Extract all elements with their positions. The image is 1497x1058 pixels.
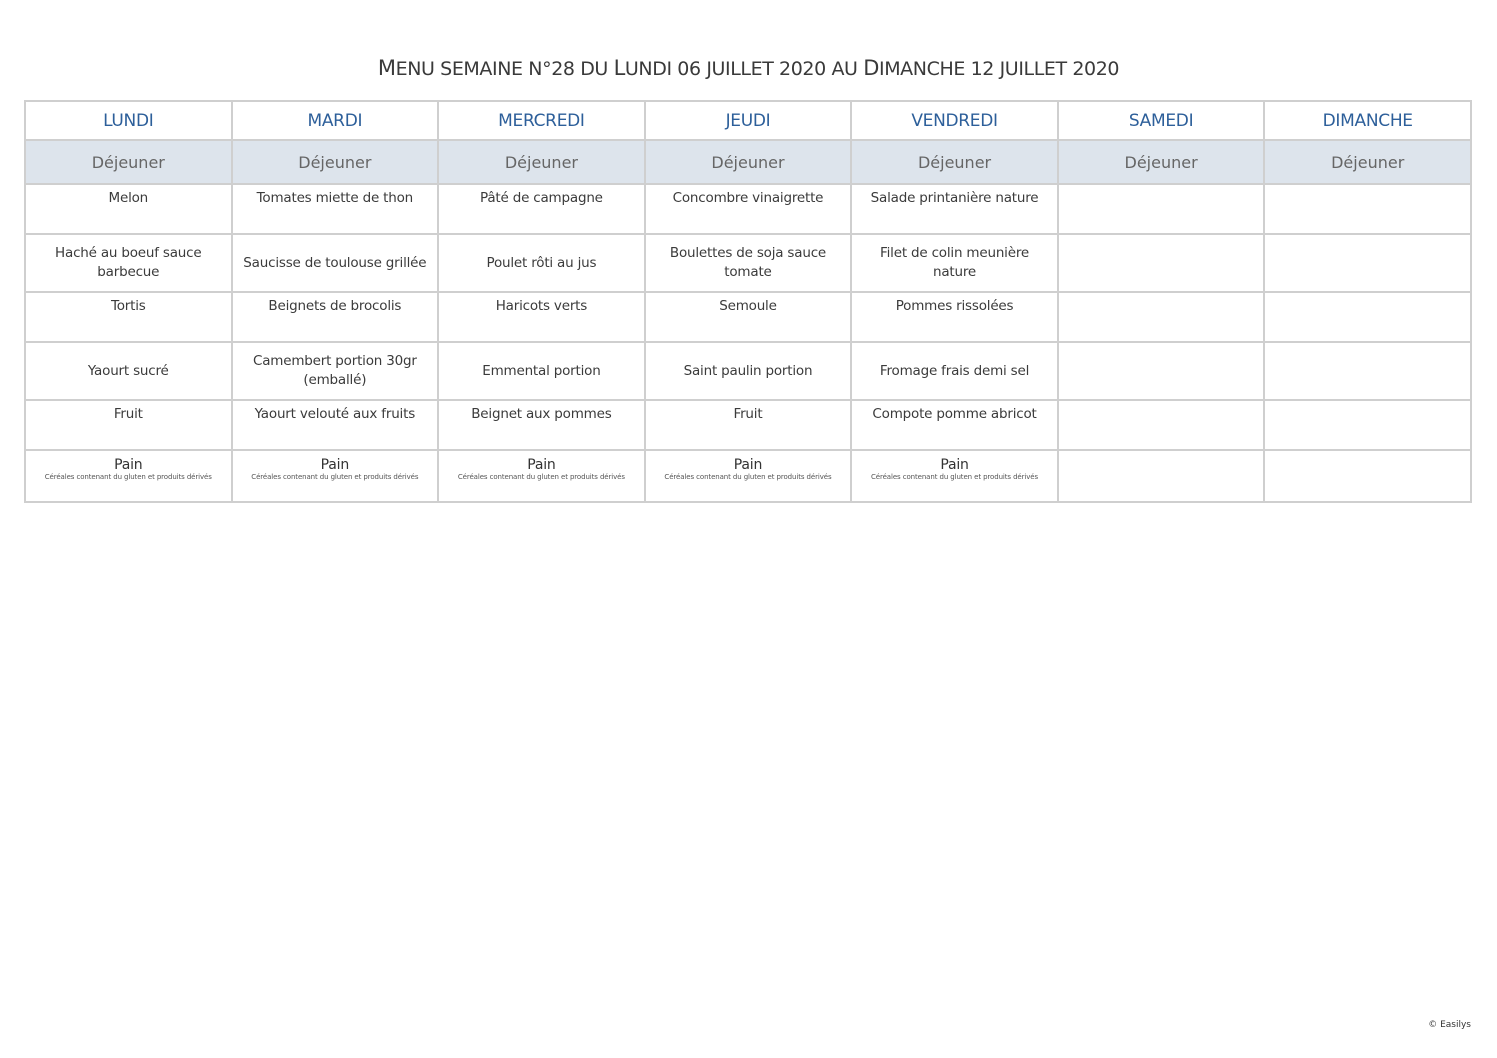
day-header-dimanche: DIMANCHE bbox=[1264, 101, 1471, 140]
bread-label: Pain bbox=[320, 457, 350, 473]
day-header-lundi: LUNDI bbox=[25, 101, 232, 140]
dish-cell: Saucisse de toulouse grillée bbox=[232, 234, 439, 292]
dessert-row bbox=[25, 400, 1471, 450]
dish-cell: Salade printanière nature bbox=[851, 184, 1058, 234]
bread-cell bbox=[232, 450, 439, 502]
dish-cell bbox=[1058, 342, 1265, 400]
dish-cell bbox=[1264, 292, 1471, 342]
dish-cell: Beignets de brocolis bbox=[232, 292, 439, 342]
dish-cell bbox=[1264, 184, 1471, 234]
dish-cell bbox=[1264, 400, 1471, 450]
day-header-row bbox=[25, 101, 1471, 140]
dish-cell: Concombre vinaigrette bbox=[645, 184, 852, 234]
copyright-notice: © Easilys bbox=[1428, 1020, 1471, 1030]
dish-cell: Emmental portion bbox=[438, 342, 645, 400]
allergen-note: Céréales contenant du gluten et produits dérivés bbox=[870, 473, 1039, 481]
dish-cell: Tomates miette de thon bbox=[232, 184, 439, 234]
meal-label: Déjeuner bbox=[851, 140, 1058, 184]
dish-cell bbox=[1264, 342, 1471, 400]
dish-cell: Fruit bbox=[25, 400, 232, 450]
meal-label: Déjeuner bbox=[1264, 140, 1471, 184]
meal-row bbox=[25, 140, 1471, 184]
allergen-note: Céréales contenant du gluten et produits dérivés bbox=[664, 473, 832, 481]
dish-cell bbox=[1058, 234, 1265, 292]
bread-cell bbox=[645, 450, 852, 502]
side-dish-row bbox=[25, 292, 1471, 342]
day-header-mercredi: MERCREDI bbox=[438, 101, 645, 140]
day-header-samedi: SAMEDI bbox=[1058, 101, 1265, 140]
starter-row bbox=[25, 184, 1471, 234]
meal-label: Déjeuner bbox=[25, 140, 232, 184]
dish-cell: Yaourt velouté aux fruits bbox=[232, 400, 439, 450]
dish-cell: Fruit bbox=[645, 400, 852, 450]
bread-label: Pain bbox=[940, 457, 969, 473]
dish-cell: Poulet rôti au jus bbox=[438, 234, 645, 292]
bread-label: Pain bbox=[114, 457, 143, 473]
dish-cell: Haricots verts bbox=[438, 292, 645, 342]
dish-cell: Compote pomme abricot bbox=[851, 400, 1058, 450]
bread-label: Pain bbox=[733, 457, 763, 473]
dish-cell: Haché au boeuf sauce barbecue bbox=[25, 234, 232, 292]
main-course-row bbox=[25, 234, 1471, 292]
dish-cell bbox=[1058, 292, 1265, 342]
day-header-vendredi: VENDREDI bbox=[851, 101, 1058, 140]
dish-cell bbox=[1264, 234, 1471, 292]
dish-cell: Fromage frais demi sel bbox=[851, 342, 1058, 400]
meal-label: Déjeuner bbox=[232, 140, 439, 184]
meal-label: Déjeuner bbox=[438, 140, 645, 184]
bread-cell-empty bbox=[1058, 450, 1265, 502]
dish-cell: Melon bbox=[25, 184, 232, 234]
dish-cell bbox=[1058, 400, 1265, 450]
weekly-menu-table bbox=[24, 100, 1472, 503]
dish-cell: Camembert portion 30gr (emballé) bbox=[232, 342, 439, 400]
dish-cell: Yaourt sucré bbox=[25, 342, 232, 400]
meal-label: Déjeuner bbox=[1058, 140, 1265, 184]
allergen-note: Céréales contenant du gluten et produits dérivés bbox=[44, 473, 212, 481]
dish-cell: Beignet aux pommes bbox=[438, 400, 645, 450]
day-header-jeudi: JEUDI bbox=[645, 101, 852, 140]
bread-cell bbox=[438, 450, 645, 502]
bread-cell bbox=[25, 450, 232, 502]
bread-cell bbox=[851, 450, 1058, 502]
dish-cell: Saint paulin portion bbox=[645, 342, 852, 400]
dish-cell bbox=[1058, 184, 1265, 234]
dish-cell: Tortis bbox=[25, 292, 232, 342]
dairy-row bbox=[25, 342, 1471, 400]
allergen-note: Céréales contenant du gluten et produits dérivés bbox=[457, 473, 625, 481]
day-header-mardi: MARDI bbox=[232, 101, 439, 140]
dish-cell: Pommes rissolées bbox=[851, 292, 1058, 342]
bread-row bbox=[25, 450, 1471, 502]
dish-cell: Semoule bbox=[645, 292, 852, 342]
bread-cell-empty bbox=[1264, 450, 1471, 502]
dish-cell: Pâté de campagne bbox=[438, 184, 645, 234]
page-title: MENU SEMAINE N°28 DU LUNDI 06 JUILLET 2020 AU DIMANCHE 12 JUILLET 2020 bbox=[377, 56, 1120, 80]
bread-label: Pain bbox=[527, 457, 556, 473]
dish-cell: Filet de colin meunière nature bbox=[851, 234, 1058, 292]
allergen-note: Céréales contenant du gluten et produits dérivés bbox=[251, 473, 419, 481]
dish-cell: Boulettes de soja sauce tomate bbox=[645, 234, 852, 292]
meal-label: Déjeuner bbox=[645, 140, 852, 184]
